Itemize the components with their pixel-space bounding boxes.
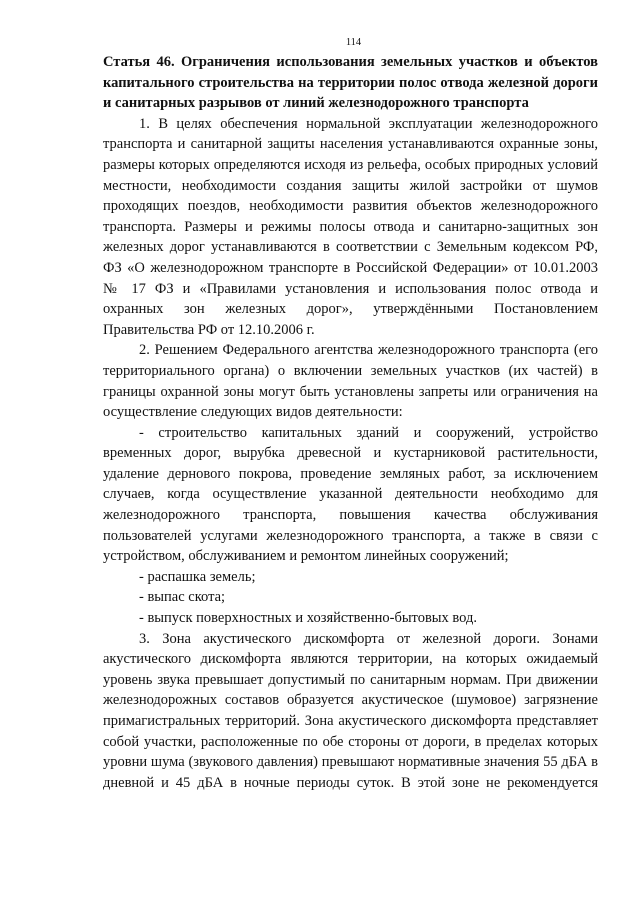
list-item-grazing: - выпас скота; (139, 589, 226, 606)
paragraph-3: 3. Зона акустического дискомфорта от железной дороги. Зонами акустического дискомфорта являются территории, на которых ожидаемый уровень звука превышает допустимый по санитарным нормам. При движении железнодорожных составов образуется акустическое (шумовое) загрязнение примагистральных территорий. Зона акустического дискомфорта представляет собой участки, расположенные по обе стороны от дороги, в пределах которых уровни шума (звукового давления) превышают нормативные значения 55 дБА в дневной и 45 дБА в ночные периоды суток. В этой зоне не рекомендуется (103, 630, 598, 791)
list-item-discharge: - выпуск поверхностных и хозяйственно-бытовых вод. (139, 610, 478, 627)
paragraph-2: 2. Решением Федерального агентства железнодорожного транспорта (его территориального органа) о включении земельных участков (их частей) в границы охранной зоны могут быть установлены запреты или ограничения на осуществление следующих видов деятельности: (103, 342, 598, 421)
page-number: 114 (345, 37, 362, 48)
article-heading: Статья 46. Ограничения использования земельных участков и объектов капитального строительства на территории полос отвода железной дороги и санитарных разрывов от линий железнодорожного транспорта (103, 54, 598, 112)
paragraph-1: 1. В целях обеспечения нормальной эксплуатации железнодорожного транспорта и санитарной защиты населения устанавливаются охранные зоны, размеры которых определяются исходя из рельефа, особых природных условий местности, необходимости создания защиты жилой застройки от шумов проходящих поездов, необходимости развития объектов железнодорожного транспорта. Размеры и режимы полосы отвода и санитарно-защитных зон железных дорог устанавливаются в соответствии с Земельным кодексом РФ, ФЗ «О железнодорожном транспорте в Российской Федерации» от 10.01.2003 № 17 ФЗ и «Правилами установления и использования полос отвода и охранных зон железных дорог», утверждёнными Постановлением Правительства РФ от 12.10.2006 г. (103, 115, 598, 338)
list-item-construction: - строительство капитальных зданий и сооружений, устройство временных дорог, вырубка древесной и кустарниковой растительности, удаление дернового покрова, проведение земляных работ, за исключением случаев, когда осуществление указанной деятельности необходимо для железнодорожного транспорта, повышения качества обслуживания пользователей услугами железнодорожного транспорта, а также в связи с устройством, обслуживанием и ремонтом линейных сооружений; (103, 424, 598, 565)
list-item-plowing: - распашка земель; (139, 568, 256, 585)
